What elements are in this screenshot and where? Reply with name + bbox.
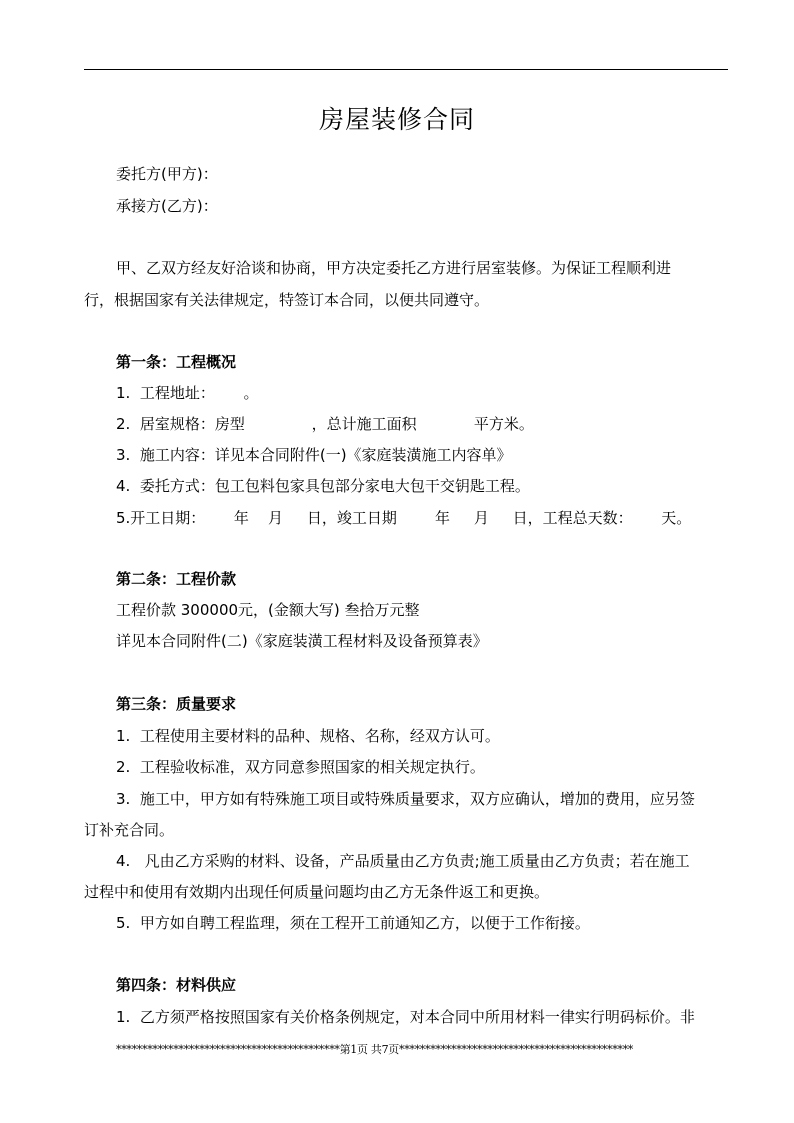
article-1-item-4: 4. 委托方式：包工包料包家具包部分家电大包干交钥匙工程。 — [116, 477, 530, 495]
article-2-heading: 第二条：工程价款 — [116, 570, 237, 588]
article-3-item-3-line-2: 订补充合同。 — [84, 821, 175, 839]
article-4-item-1: 1. 乙方须严格按照国家有关价格条例规定，对本合同中所用材料一律实行明码标价。非 — [116, 1008, 695, 1026]
article-1-item-3: 3. 施工内容：详见本合同附件(一)《家庭装潢施工内容单》 — [116, 446, 512, 464]
contractor-party-line: 承接方(乙方)： — [116, 197, 218, 215]
page-title: 房屋装修合同 — [318, 105, 475, 134]
article-1-item-2: 2. 居室规格：房型 ，总计施工面积 平方米。 — [116, 415, 534, 433]
article-2-item-2: 详见本合同附件(二)《家庭装潢工程材料及设备预算表》 — [116, 632, 488, 650]
article-3-item-4-line-1: 4. 凡由乙方采购的材料、设备，产品质量由乙方负责;施工质量由乙方负责；若在施工 — [116, 852, 690, 870]
article-1-item-1: 1. 工程地址： 。 — [116, 384, 259, 402]
article-2-item-1: 工程价款 300000元，(金额大写) 叁拾万元整 — [116, 601, 420, 619]
article-3-heading: 第三条：质量要求 — [116, 695, 237, 713]
header-rule — [84, 69, 728, 70]
article-3-item-3-line-1: 3. 施工中，甲方如有特殊施工项目或特殊质量要求，双方应确认，增加的费用，应另签 — [116, 790, 695, 808]
article-3-item-4-line-2: 过程中和使用有效期内出现任何质量问题均由乙方无条件返工和更换。 — [84, 883, 550, 901]
intro-paragraph-line-1: 甲、乙双方经友好洽谈和协商，甲方决定委托乙方进行居室装修。为保证工程顺利进 — [116, 259, 672, 277]
article-3-item-1: 1. 工程使用主要材料的品种、规格、名称，经双方认可。 — [116, 727, 500, 745]
article-1-item-5: 5.开工日期： 年 月 日，竣工日期 年 月 日，工程总天数： 天。 — [116, 509, 692, 527]
client-party-line: 委托方(甲方)： — [116, 165, 218, 183]
article-3-item-5: 5. 甲方如自聘工程监理，须在工程开工前通知乙方，以便于工作衔接。 — [116, 914, 590, 932]
article-4-heading: 第四条：材料供应 — [116, 976, 237, 994]
article-1-heading: 第一条：工程概况 — [116, 353, 237, 371]
article-3-item-2: 2. 工程验收标准，双方同意参照国家的相关规定执行。 — [116, 758, 485, 776]
page-footer: *******************************************第1页 共7页********************************************* — [116, 1043, 633, 1056]
intro-paragraph-line-2: 行，根据国家有关法律规定，特签订本合同，以便共同遵守。 — [84, 291, 490, 309]
